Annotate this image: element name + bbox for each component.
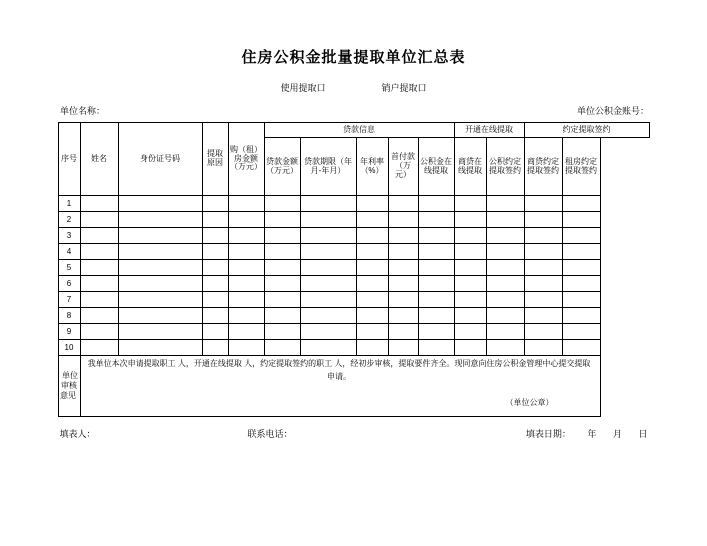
table-row[interactable] — [58, 276, 649, 292]
unit-review-label: 单位审核意见 — [58, 356, 80, 417]
col-fund-online-withdraw: 公积金在线提取 — [418, 138, 454, 196]
cell-fund-online[interactable] — [418, 260, 454, 276]
cell-rent-sign[interactable] — [562, 292, 600, 308]
col-withdraw-reason: 提取原因 — [202, 123, 228, 196]
row-seq: 1 — [58, 196, 80, 212]
cell-fund-sign[interactable] — [486, 276, 524, 292]
group-loan-info: 贷款信息 — [264, 123, 454, 138]
cell-commercial-sign[interactable] — [524, 292, 562, 308]
cell-down-payment[interactable] — [388, 324, 418, 340]
cell-annual-rate[interactable] — [356, 276, 388, 292]
cell-house-amount[interactable] — [228, 308, 264, 324]
cell-name[interactable] — [80, 228, 118, 244]
cell-down-payment[interactable] — [388, 228, 418, 244]
row-seq: 5 — [58, 260, 80, 276]
cell-withdraw-reason[interactable] — [202, 244, 228, 260]
cell-withdraw-reason[interactable] — [202, 212, 228, 228]
cell-fund-sign[interactable] — [486, 308, 524, 324]
date-year: 年 — [587, 429, 597, 439]
cell-commercial-sign[interactable] — [524, 308, 562, 324]
cell-name[interactable] — [80, 292, 118, 308]
cell-fund-sign[interactable] — [486, 260, 524, 276]
cell-rent-sign[interactable] — [562, 244, 600, 260]
cell-name[interactable] — [80, 244, 118, 260]
cell-rent-sign[interactable] — [562, 228, 600, 244]
cell-loan-term[interactable] — [300, 308, 356, 324]
cell-id-number[interactable] — [118, 308, 202, 324]
unit-review-row — [58, 356, 649, 417]
cell-id-number[interactable] — [118, 244, 202, 260]
cell-loan-amount[interactable] — [264, 324, 300, 340]
cell-commercial-sign[interactable] — [524, 276, 562, 292]
cell-loan-amount[interactable] — [264, 276, 300, 292]
cell-rent-sign[interactable] — [562, 276, 600, 292]
cell-commercial-online[interactable] — [454, 324, 486, 340]
group-agreed-withdraw: 约定提取签约 — [524, 123, 649, 138]
table-row[interactable] — [58, 324, 649, 340]
col-loan-term: 贷款期限（年月-年月） — [300, 138, 356, 196]
cell-id-number[interactable] — [118, 292, 202, 308]
col-seq: 序号 — [58, 123, 80, 196]
cell-loan-amount[interactable] — [264, 292, 300, 308]
cell-name[interactable] — [80, 324, 118, 340]
cell-id-number[interactable] — [118, 196, 202, 212]
cell-commercial-online[interactable] — [454, 260, 486, 276]
unit-seal-placeholder: （单位公章） — [505, 398, 554, 408]
checkbox-use-withdraw[interactable]: 使用提取口 — [280, 83, 326, 93]
cell-rent-sign[interactable] — [562, 308, 600, 324]
unit-review-text: 我单位本次申请提取职工 人，开通在线提取 人，约定提取签约的职工 人，经初步审核，提取要件齐全。现同意向住房公积金管理中心提交提取申请。 — [87, 359, 591, 381]
col-commercial-agreed-sign: 商贷约定提取签约 — [524, 138, 562, 196]
unit-name-label: 单位名称： — [60, 106, 106, 116]
cell-fund-sign[interactable] — [486, 196, 524, 212]
checkbox-row — [0, 81, 707, 94]
cell-withdraw-reason[interactable] — [202, 260, 228, 276]
cell-annual-rate[interactable] — [356, 244, 388, 260]
document-page — [0, 46, 707, 546]
cell-withdraw-reason[interactable] — [202, 324, 228, 340]
cell-house-amount[interactable] — [228, 292, 264, 308]
table-row[interactable] — [58, 308, 649, 324]
table-row[interactable] — [58, 292, 649, 308]
cell-house-amount[interactable] — [228, 276, 264, 292]
cell-annual-rate[interactable] — [356, 260, 388, 276]
cell-commercial-sign[interactable] — [524, 212, 562, 228]
cell-fund-sign[interactable] — [486, 244, 524, 260]
table-row[interactable] — [58, 212, 649, 228]
cell-house-amount[interactable] — [228, 228, 264, 244]
cell-commercial-sign[interactable] — [524, 228, 562, 244]
cell-commercial-online[interactable] — [454, 292, 486, 308]
cell-rent-sign[interactable] — [562, 324, 600, 340]
cell-fund-sign[interactable] — [486, 324, 524, 340]
cell-loan-term[interactable] — [300, 196, 356, 212]
cell-loan-term[interactable] — [300, 324, 356, 340]
cell-down-payment[interactable] — [388, 292, 418, 308]
cell-loan-term[interactable] — [300, 212, 356, 228]
cell-loan-amount[interactable] — [264, 196, 300, 212]
group-online-withdraw: 开通在线提取 — [454, 123, 524, 138]
cell-withdraw-reason[interactable] — [202, 228, 228, 244]
cell-fund-sign[interactable] — [486, 292, 524, 308]
col-name: 姓名 — [80, 123, 118, 196]
cell-name[interactable] — [80, 260, 118, 276]
cell-fund-sign[interactable] — [486, 212, 524, 228]
cell-loan-term[interactable] — [300, 260, 356, 276]
cell-down-payment[interactable] — [388, 276, 418, 292]
col-id-number: 身份证号码 — [118, 123, 202, 196]
row-seq: 6 — [58, 276, 80, 292]
cell-down-payment[interactable] — [388, 308, 418, 324]
cell-name[interactable] — [80, 212, 118, 228]
cell-withdraw-reason[interactable] — [202, 308, 228, 324]
col-loan-amount: 贷款金额（万元） — [264, 138, 300, 196]
unit-review-content[interactable] — [80, 356, 600, 417]
cell-fund-online[interactable] — [418, 244, 454, 260]
cell-down-payment[interactable] — [388, 244, 418, 260]
phone-label: 联系电话： — [247, 429, 293, 439]
cell-annual-rate[interactable] — [356, 228, 388, 244]
cell-house-amount[interactable] — [228, 260, 264, 276]
cell-fund-online[interactable] — [418, 324, 454, 340]
cell-name[interactable] — [80, 308, 118, 324]
table-group-header-row — [58, 123, 649, 138]
cell-annual-rate[interactable] — [356, 212, 388, 228]
date-day: 日 — [638, 429, 648, 439]
cell-loan-term[interactable] — [300, 292, 356, 308]
cell-annual-rate[interactable] — [356, 292, 388, 308]
cell-loan-term[interactable] — [300, 244, 356, 260]
cell-withdraw-reason[interactable] — [202, 196, 228, 212]
col-house-amount: 购（租）房金额（万元） — [228, 123, 264, 196]
table-row[interactable] — [58, 196, 649, 212]
cell-house-amount[interactable] — [228, 324, 264, 340]
cell-fund-online[interactable] — [418, 228, 454, 244]
cell-down-payment[interactable] — [388, 196, 418, 212]
col-down-payment: 首付款（万元） — [388, 138, 418, 196]
cell-fund-online[interactable] — [418, 308, 454, 324]
cell-fund-sign[interactable] — [486, 228, 524, 244]
preparer-label: 填表人： — [59, 429, 96, 439]
cell-name[interactable] — [80, 196, 118, 212]
cell-commercial-online[interactable] — [454, 308, 486, 324]
cell-loan-term[interactable] — [300, 228, 356, 244]
cell-commercial-sign[interactable] — [524, 244, 562, 260]
table-row[interactable] — [58, 260, 649, 276]
unit-account-label: 单位公积金账号： — [576, 106, 649, 116]
cell-commercial-sign[interactable] — [524, 324, 562, 340]
row-seq: 4 — [58, 244, 80, 260]
cell-id-number[interactable] — [118, 260, 202, 276]
col-rent-agreed-sign: 租房约定提取签约 — [562, 138, 600, 196]
row-seq: 10 — [58, 340, 80, 356]
summary-table — [58, 122, 650, 417]
cell-house-amount[interactable] — [228, 196, 264, 212]
row-seq: 7 — [58, 292, 80, 308]
col-annual-rate: 年利率（%） — [356, 138, 388, 196]
cell-loan-amount[interactable] — [264, 228, 300, 244]
cell-id-number[interactable] — [118, 324, 202, 340]
cell-name[interactable] — [80, 276, 118, 292]
footer-fields — [58, 427, 650, 441]
cell-rent-sign[interactable] — [562, 260, 600, 276]
cell-rent-sign[interactable] — [562, 196, 600, 212]
cell-commercial-online[interactable] — [454, 244, 486, 260]
date-month: 月 — [612, 429, 622, 439]
cell-annual-rate[interactable] — [356, 324, 388, 340]
cell-fund-online[interactable] — [418, 276, 454, 292]
cell-commercial-online[interactable] — [454, 228, 486, 244]
table-row[interactable] — [58, 228, 649, 244]
cell-annual-rate[interactable] — [356, 308, 388, 324]
cell-fund-online[interactable] — [418, 212, 454, 228]
header-fields — [0, 104, 707, 118]
cell-house-amount[interactable] — [228, 212, 264, 228]
cell-loan-amount[interactable] — [264, 260, 300, 276]
col-fund-agreed-sign: 公积约定提取签约 — [486, 138, 524, 196]
cell-commercial-sign[interactable] — [524, 196, 562, 212]
cell-loan-amount[interactable] — [264, 244, 300, 260]
table-row[interactable] — [58, 244, 649, 260]
cell-id-number[interactable] — [118, 276, 202, 292]
row-seq: 2 — [58, 212, 80, 228]
cell-loan-amount[interactable] — [264, 308, 300, 324]
checkbox-close-account-withdraw[interactable]: 销户提取口 — [381, 83, 427, 93]
cell-commercial-online[interactable] — [454, 196, 486, 212]
row-seq: 9 — [58, 324, 80, 340]
cell-id-number[interactable] — [118, 212, 202, 228]
row-seq: 3 — [58, 228, 80, 244]
page-title: 住房公积金批量提取单位汇总表 — [241, 49, 466, 66]
col-commercial-online-withdraw: 商贷在线提取 — [454, 138, 486, 196]
date-label — [512, 427, 648, 440]
cell-commercial-sign[interactable] — [524, 260, 562, 276]
cell-withdraw-reason[interactable] — [202, 292, 228, 308]
row-seq: 8 — [58, 308, 80, 324]
cell-commercial-online[interactable] — [454, 276, 486, 292]
cell-fund-online[interactable] — [418, 196, 454, 212]
cell-commercial-online[interactable] — [454, 212, 486, 228]
cell-loan-amount[interactable] — [264, 212, 300, 228]
cell-id-number[interactable] — [118, 228, 202, 244]
cell-fund-online[interactable] — [418, 292, 454, 308]
cell-withdraw-reason[interactable] — [202, 276, 228, 292]
cell-rent-sign[interactable] — [562, 212, 600, 228]
cell-down-payment[interactable] — [388, 260, 418, 276]
date-label-text: 填表日期： — [525, 429, 571, 439]
cell-house-amount[interactable] — [228, 244, 264, 260]
cell-annual-rate[interactable] — [356, 196, 388, 212]
cell-loan-term[interactable] — [300, 276, 356, 292]
cell-down-payment[interactable] — [388, 212, 418, 228]
